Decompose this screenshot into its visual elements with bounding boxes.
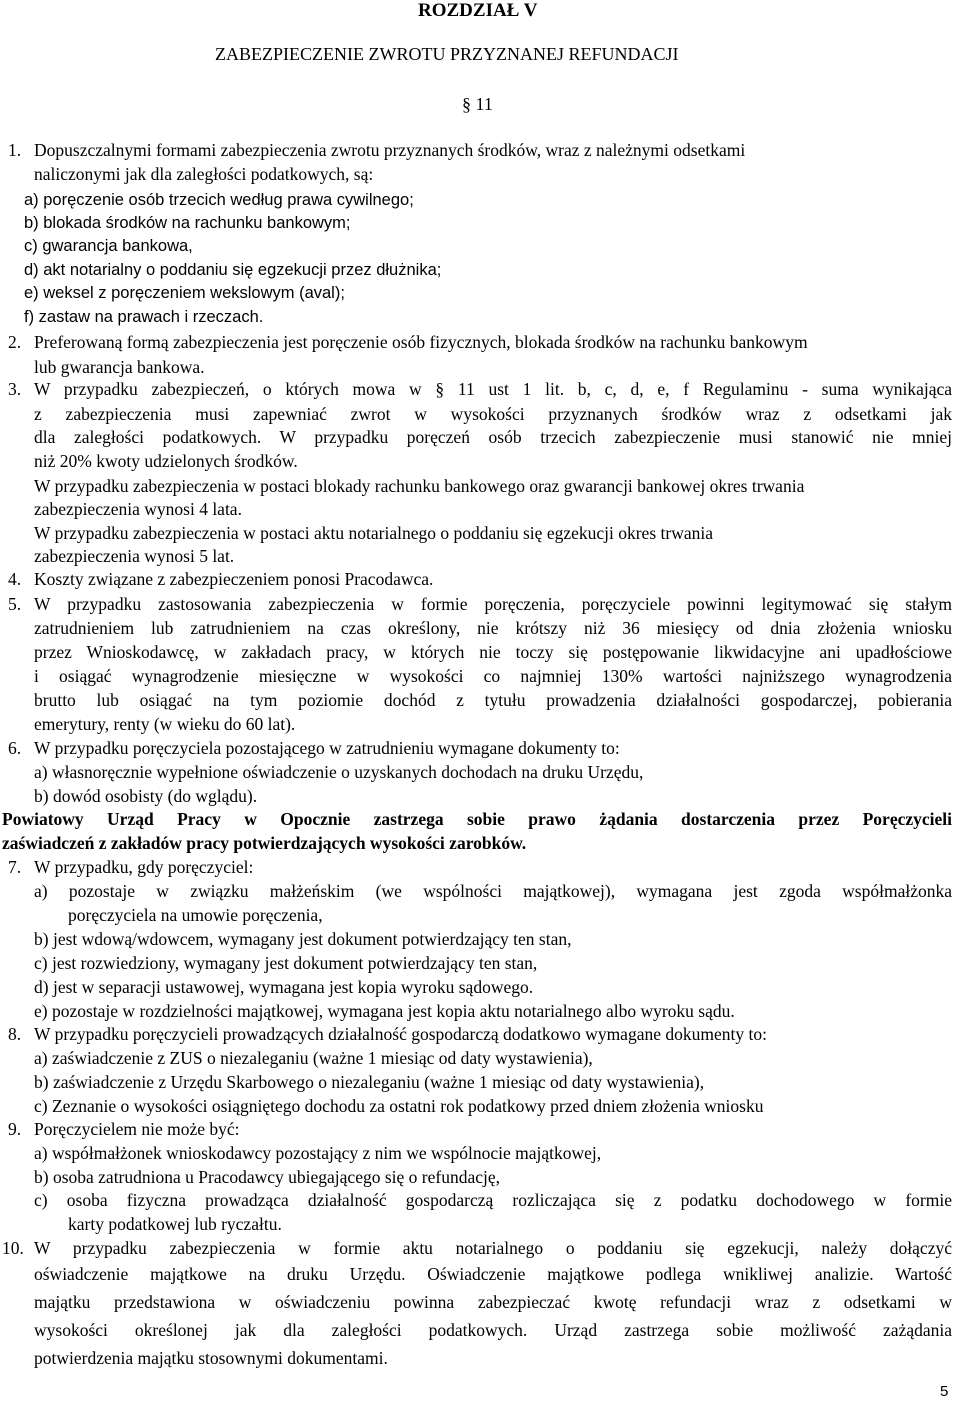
p5-line1: W przypadku zastosowania zabezpieczenia w formie poręczenia, poręczyciele powinni legitymować się stałym [34,594,952,614]
p3-line4: niż 20% kwoty udzielonych środków. [34,451,298,471]
item-number: 9. [8,1119,22,1139]
p3-line1: W przypadku zabezpieczeń, o których mowa w § 11 ust 1 lit. b, c, d, e, f Regulaminu - suma wynikająca [34,379,952,399]
p3-line6: zabezpieczenia wynosi 4 lata. [34,499,242,519]
p5-line5: brutto lub osiągać na tym poziomie dochód z tytułu prowadzenia działalności gospodarczej, pobierania [34,690,952,710]
item-number: 5. [8,594,22,614]
p8-item-c: c) Zeznanie o wysokości osiągniętego dochodu za ostatni rok podatkowy przed dniem złożenia wniosku [34,1096,764,1116]
bold-note-line1: Powiatowy Urząd Pracy w Opocznie zastrzega sobie prawo żądania dostarczenia przez Poręczycieli [2,809,952,829]
p1-item-e: e) weksel z poręczeniem wekslowym (aval); [24,284,345,302]
p9-item-b: b) osoba zatrudniona u Pracodawcy ubiegającego się o refundację, [34,1167,500,1187]
item-number: 4. [8,569,22,589]
p9-line1: Poręczycielem nie może być: [34,1119,240,1139]
p3-line7: W przypadku zabezpieczenia w postaci aktu notarialnego o poddaniu się egzekucji okres trwania [34,523,713,543]
p7-line1: W przypadku, gdy poręczyciel: [34,857,254,877]
p1-line2: naliczonymi jak dla zaległości podatkowych, są: [34,164,374,184]
p7-item-b: b) jest wdową/wdowcem, wymagany jest dokument potwierdzający ten stan, [34,929,572,949]
p1-item-c: c) gwarancja bankowa, [24,237,193,255]
bold-note-line2: zaświadczeń z zakładów pracy potwierdzających wysokości zarobków. [2,833,527,853]
p10-line5: potwierdzenia majątku stosownymi dokumentami. [34,1348,388,1368]
chapter-heading: ROZDZIAŁ V [418,0,538,21]
p2-line2: lub gwarancja bankowa. [34,357,205,377]
item-number: 1. [8,140,22,160]
p3-line8: zabezpieczenia wynosi 5 lat. [34,546,235,566]
p7-item-d: d) jest w separacji ustawowej, wymagana jest kopia wyroku sądowego. [34,977,534,997]
p1-line1: Dopuszczalnymi formami zabezpieczenia zwrotu przyznanych środków, wraz z należnymi odsetkami [34,140,746,160]
p8-line1: W przypadku poręczycieli prowadzących działalność gospodarczą dodatkowo wymagane dokumenty to: [34,1024,767,1044]
item-number: 6. [8,738,22,758]
p7-item-a-cont: poręczyciela na umowie poręczenia, [68,905,323,925]
p7-item-e: e) pozostaje w rozdzielności majątkowej, wymagana jest kopia aktu notarialnego albo wyroku sądu. [34,1001,735,1021]
p10-line1: W przypadku zabezpieczenia w formie aktu notarialnego o poddaniu się egzekucji, należy dołączyć [34,1238,952,1258]
p6-item-b: b) dowód osobisty (do wglądu). [34,786,258,806]
p10-line2: oświadczenie majątkowe na druku Urzędu. Oświadczenie majątkowe podlega wnikliwej analizie. Wartość [34,1264,952,1284]
p5-line3: przez Wnioskodawcę, w zakładach pracy, w których nie toczy się postępowanie likwidacyjne ani upadłościowe [34,642,952,662]
p9-item-c: c) osoba fizyczna prowadząca działalność gospodarczą rozliczająca się z podatku dochodowego w formie [34,1190,952,1210]
item-number: 3. [8,379,22,399]
p7-item-c: c) jest rozwiedziony, wymagany jest dokument potwierdzający ten stan, [34,953,538,973]
item-number: 2. [8,332,22,352]
p7-item-a: a) pozostaje w związku małżeńskim (we wspólności majątkowej), wymagana jest zgoda współmałżonka [34,881,952,901]
p9-item-a: a) współmałżonek wnioskodawcy pozostający z nim we wspólnocie majątkowej, [34,1143,602,1163]
p10-line4: wysokości określonej jak dla zaległości podatkowych. Urząd zastrzega sobie możliwość zażądania [34,1320,952,1340]
p8-item-b: b) zaświadczenie z Urzędu Skarbowego o niezaleganiu (ważne 1 miesiąc od daty wystawienia), [34,1072,705,1092]
p4-line1: Koszty związane z zabezpieczeniem ponosi Pracodawca. [34,569,434,589]
p1-item-b: b) blokada środków na rachunku bankowym; [24,214,351,232]
item-number: 7. [8,857,22,877]
p2-line1: Preferowaną formą zabezpieczenia jest poręczenie osób fizycznych, blokada środków na rachunku bankowym [34,332,808,352]
item-number: 10. [2,1238,24,1258]
p5-line4: i osiągać wynagrodzenie miesięczne w wysokości co najmniej 130% wartości najniższego wynagrodzenia [34,666,952,686]
p6-line1: W przypadku poręczyciela pozostającego w zatrudnieniu wymagane dokumenty to: [34,738,620,758]
p8-item-a: a) zaświadczenie z ZUS o niezaleganiu (ważne 1 miesiąc od daty wystawienia), [34,1048,593,1068]
p5-line2: zatrudnieniem lub zatrudnieniem na czas określony, nie krótszy niż 36 miesięcy od dnia złożenia wniosku [34,618,952,638]
p3-line2: z zabezpieczenia musi zapewniać zwrot w wysokości przyznanych środków wraz z odsetkami jak [34,404,952,424]
chapter-title: ZABEZPIECZENIE ZWROTU PRZYZNANEJ REFUNDACJI [215,44,679,64]
p3-line5: W przypadku zabezpieczenia w postaci blokady rachunku bankowego oraz gwarancji bankowej okres trwania [34,476,805,496]
p5-line6: emerytury, renty (w wieku do 60 lat). [34,714,296,734]
item-number: 8. [8,1024,22,1044]
p1-item-f: f) zastaw na prawach i rzeczach. [24,308,264,326]
p1-item-d: d) akt notarialny o poddaniu się egzekucji przez dłużnika; [24,261,442,279]
p9-item-c-cont: karty podatkowej lub ryczałtu. [68,1214,282,1234]
p6-item-a: a) własnoręcznie wypełnione oświadczenie o uzyskanych dochodach na druku Urzędu, [34,762,644,782]
p10-line3: majątku przedstawiona w oświadczeniu powinna zabezpieczać kwotę refundacji wraz z odsetkami w [34,1292,952,1312]
page-number: 5 [940,1383,949,1400]
p1-item-a: a) poręczenie osób trzecich według prawa cywilnego; [24,191,414,209]
section-marker: § 11 [462,94,493,114]
p3-line3: dla zaległości podatkowych. W przypadku poręczeń osób trzecich zabezpieczenie musi stanowić nie mniej [34,427,952,447]
